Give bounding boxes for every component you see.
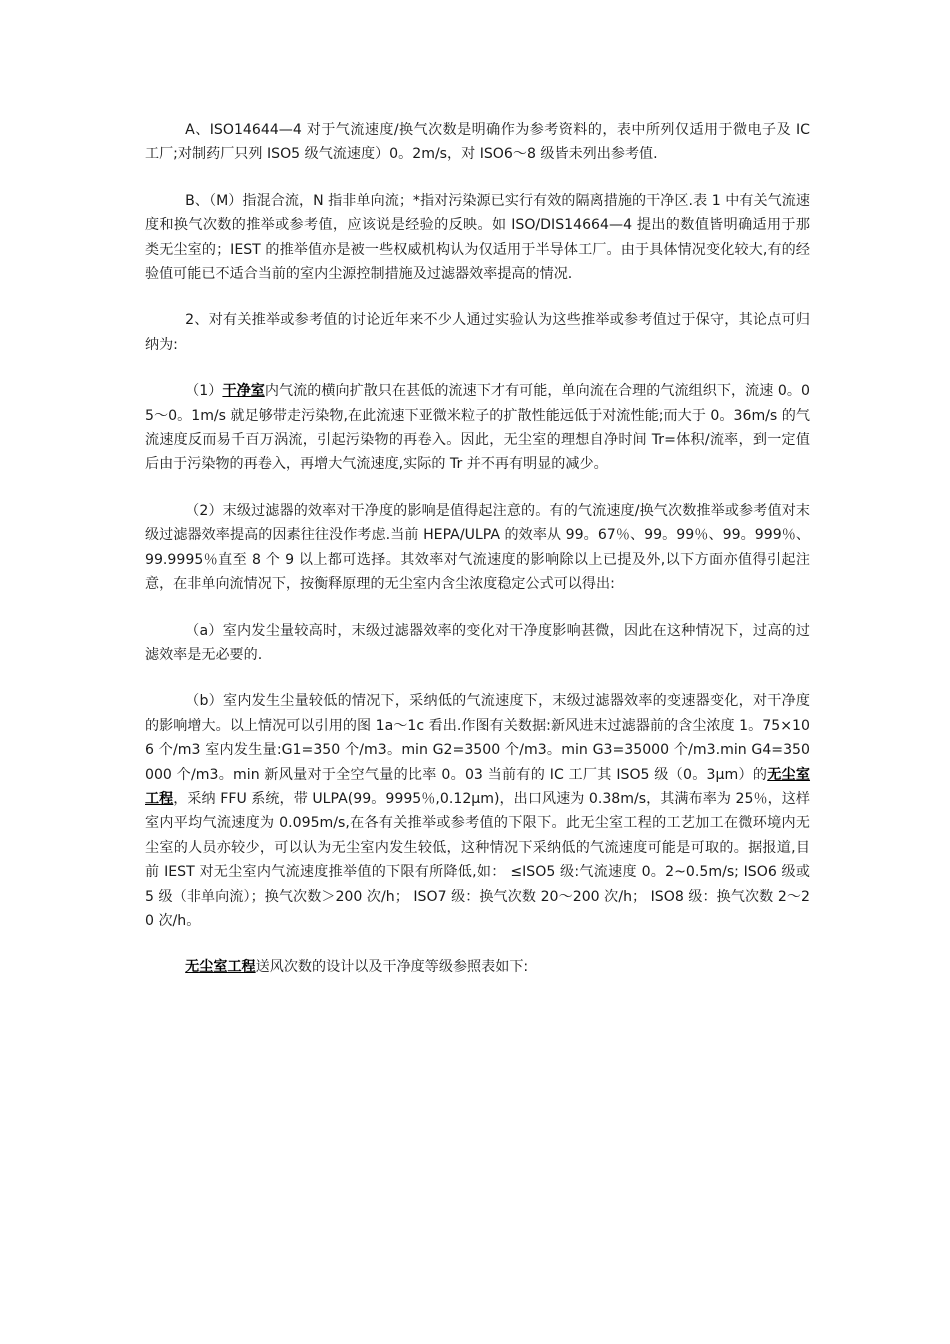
paragraph-text: 2、对有关推举或参考值的讨论近年来不少人通过实验认为这些推举或参考值过于保守，其论点可归纳为: [145,312,810,353]
paragraph-text: B、（M）指混合流，N 指非单向流；*指对污染源已实行有效的隔离措施的干净区.表 1 中有关气流速度和换气次数的推举或参考值，应该说是经验的反映。如 ISO/DIS14664—4 提出的数值皆明确适用于那类无尘室的；IEST 的推举值亦是被一些权威机构认为仅适用于半导体工厂。由于具体情况变化较大,有的经验值可能已不适合当前的室内尘源控制措施及过滤器效率提高的情况. [145,192,810,283]
paragraph-text: 内气流的横向扩散只在甚低的流速下才有可能，单向流在合理的气流组织下，流速 0。05～0。1m/s 就足够带走污染物,在此流速下亚微米粒子的扩散性能远低于对流性能;而大于 0。36m/s 的气流速度反而易千百万涡流，引起污染物的再卷入。因此，无尘室的理想自净时间 Tr=体积/流率，到一定值后由于污染物的再卷入，再增大气流速度,实际的 Tr 并不再有明显的减少。 [145,383,811,473]
paragraph [145,308,810,357]
paragraph [145,619,810,668]
document-body [145,118,810,980]
hyperlink[interactable]: 干净室 [222,383,265,400]
paragraph-text: （2）末级过滤器的效率对干净度的影响是值得起注意的。有的气流速度/换气次数推举或参考值对末级过滤器效率提高的因素往往没作考虑.当前 HEPA/ULPA 的效率从 99。67％、99。99％、99。999％、99.9995％直至 8 个 9 以上都可选择。其效率对气流速度的影响除以上已提及外,以下方面亦值得引起注意，在非单向流情况下，按衡释原理的无尘室内含尘浓度稳定公式可以得出: [145,502,810,593]
paragraph [145,689,810,933]
paragraph [145,379,810,477]
paragraph-text: （b）室内发生尘量较低的情况下，采纳低的气流速度下，末级过滤器效率的变速器变化，对干净度的影响增大。以上情况可以引用的图 1a～1c 看出.作图有关数据:新风进末过滤器前的含尘浓度 1。75×106 个/m3 室内发生量:G1=350 个/m3。min G2=3500 个/m3。min G3=35000 个/m3.min G4=350000 个/m3。min 新风量对于全空气量的比率 0。03 当前有的 IC 工厂其 ISO5 级（0。3μm）的 [145,693,810,783]
hyperlink[interactable]: 无尘室工程 [185,959,256,976]
paragraph-text: A、ISO14644—4 对于气流速度/换气次数是明确作为参考资料的，表中所列仅适用于微电子及 IC 工厂;对制药厂只列 ISO5 级气流速度）0。2m/s，对 ISO6～8 级皆未列出参考值. [145,122,810,163]
paragraph-text: 送风次数的设计以及干净度等级参照表如下: [255,959,529,976]
paragraph-text: （1） [185,383,223,400]
paragraph [145,955,810,979]
paragraph-text: （a）室内发尘量较高时，末级过滤器效率的变化对干净度影响甚微，因此在这种情况下，过高的过滤效率是无必要的. [145,622,810,663]
paragraph [145,499,810,597]
paragraph [145,189,810,287]
paragraph-text: ，采纳 FFU 系统，带 ULPA(99。9995％,0.12μm)，出口风速为 0.38m/s，其满布率为 25％，这样室内平均气流速度为 0.095m/s,在各有关推举或参考值的下限下。此无尘室工程的工艺加工在微环境内无尘室的人员亦较少，可以认为无尘室内发生较低，这种情况下采纳低的气流速度可能是可取的。据报道,目前 IEST 对无尘室内气流速度推举值的下限有所降低,如： ≤ISO5 级:气流速度 0。2~0.5m/s; ISO6 级或 5 级（非单向流）；换气次数＞200 次/h； ISO7 级：换气次数 20～200 次/h； ISO8 级：换气次数 2～20 次/h。 [145,790,810,929]
paragraph [145,118,810,167]
hyperlink[interactable]: 无尘室工程 [145,766,811,807]
